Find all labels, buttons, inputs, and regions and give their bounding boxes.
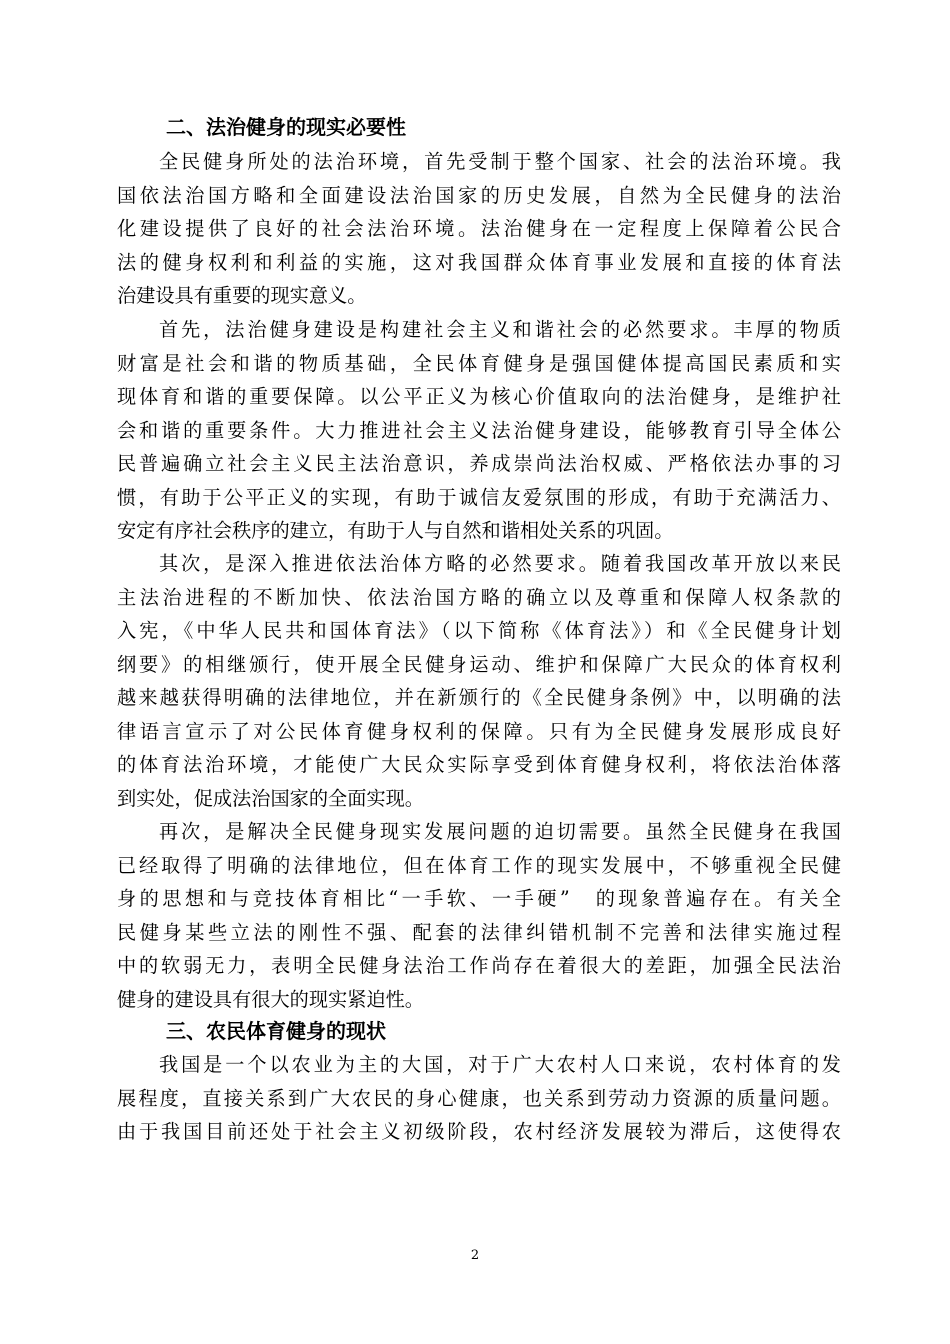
text-line: 全民健身所处的法治环境，首先受制于整个国家、社会的法治环境。我 (159, 150, 841, 173)
text-line: 首先，法治健身建设是构建社会主义和谐社会的必然要求。丰厚的物质 (159, 318, 841, 341)
text-line: 身的思想和与竞技体育相比“一手软、一手硬” 的现象普遍存在。有关全 (117, 887, 841, 910)
paragraph-2 (117, 313, 841, 548)
text-line: 财富是社会和谐的物质基础，全民体育健身是强国健体提高国民素质和实 (117, 351, 841, 375)
text-line: 化建设提供了良好的社会法治环境。法治健身在一定程度上保障着公民合 (117, 217, 841, 240)
text-line: 纲要》的相继颁行，使开展全民健身运动、维护和保障广大民众的体育权利 (117, 652, 841, 676)
text-line: 已经取得了明确的法律地位，但在体育工作的现实发展中，不够重视全民健 (117, 853, 841, 877)
text-line: 中的软弱无力，表明全民健身法治工作尚存在着很大的差距，加强全民法治 (117, 954, 841, 977)
text-line: 展程度，直接关系到广大农民的身心健康，也关系到劳动力资源的质量问题。 (117, 1086, 841, 1110)
text-line: 律语言宣示了对公民体育健身权利的保障。只有为全民健身发展形成良好 (117, 719, 841, 743)
text-line: 的体育法治环境，才能使广大民众实际享受到体育健身权利，将依法治体落 (117, 753, 841, 776)
text-line: 惯，有助于公平正义的实现，有助于诚信友爱氛围的形成，有助于充满活力、 (117, 485, 841, 509)
text-line: 到实处，促成法治国家的全面实现。 (117, 786, 424, 810)
page-number: 2 (470, 1248, 480, 1263)
text-line: 法的健身权利和利益的实施，这对我国群众体育事业发展和直接的体育法 (117, 250, 841, 274)
paragraph-4 (117, 815, 841, 1016)
text-line: 会和谐的重要条件。大力推进社会主义法治健身建设，能够教育引导全体公 (117, 418, 841, 442)
section-heading-2: 二、法治健身的现实必要性 (166, 115, 406, 139)
paragraph-1 (117, 145, 841, 313)
section-heading-3: 三、农民体育健身的现状 (166, 1019, 386, 1043)
text-line: 再次，是解决全民健身现实发展问题的迫切需要。虽然全民健身在我国 (159, 820, 841, 843)
text-line: 民普遍确立社会主义民主法治意识，养成崇尚法治权威、严格依法办事的习 (117, 452, 841, 475)
text-line: 治建设具有重要的现实意义。 (117, 284, 367, 307)
text-line: 健身的建设具有很大的现实紧迫性。 (117, 987, 424, 1011)
text-line: 其次，是深入推进依法治体方略的必然要求。随着我国改革开放以来民 (159, 552, 841, 575)
paragraph-3 (117, 547, 841, 815)
text-line: 入宪，《中华人民共和国体育法》（以下简称《体育法》）和《全民健身计划 (117, 619, 841, 642)
text-line: 由于我国目前还处于社会主义初级阶段，农村经济发展较为滞后，这使得农 (117, 1120, 841, 1143)
paragraph-5 (117, 1048, 841, 1149)
text-line: 安定有序社会秩序的建立，有助于人与自然和谐相处关系的巩固。 (117, 519, 674, 542)
text-line: 现体育和谐的重要保障。以公平正义为核心价值取向的法治健身，是维护社 (117, 385, 841, 408)
text-line: 民健身某些立法的刚性不强、配套的法律纠错机制不完善和法律实施过程 (117, 920, 841, 944)
text-line: 主法治进程的不断加快、依法治国方略的确立以及尊重和保障人权条款的 (117, 585, 841, 609)
text-line: 国依法治国方略和全面建设法治国家的历史发展，自然为全民健身的法治 (117, 183, 841, 207)
text-line: 我国是一个以农业为主的大国，对于广大农村人口来说，农村体育的发 (159, 1053, 841, 1076)
text-line: 越来越获得明确的法律地位，并在新颁行的《全民健身条例》中，以明确的法 (117, 686, 841, 709)
